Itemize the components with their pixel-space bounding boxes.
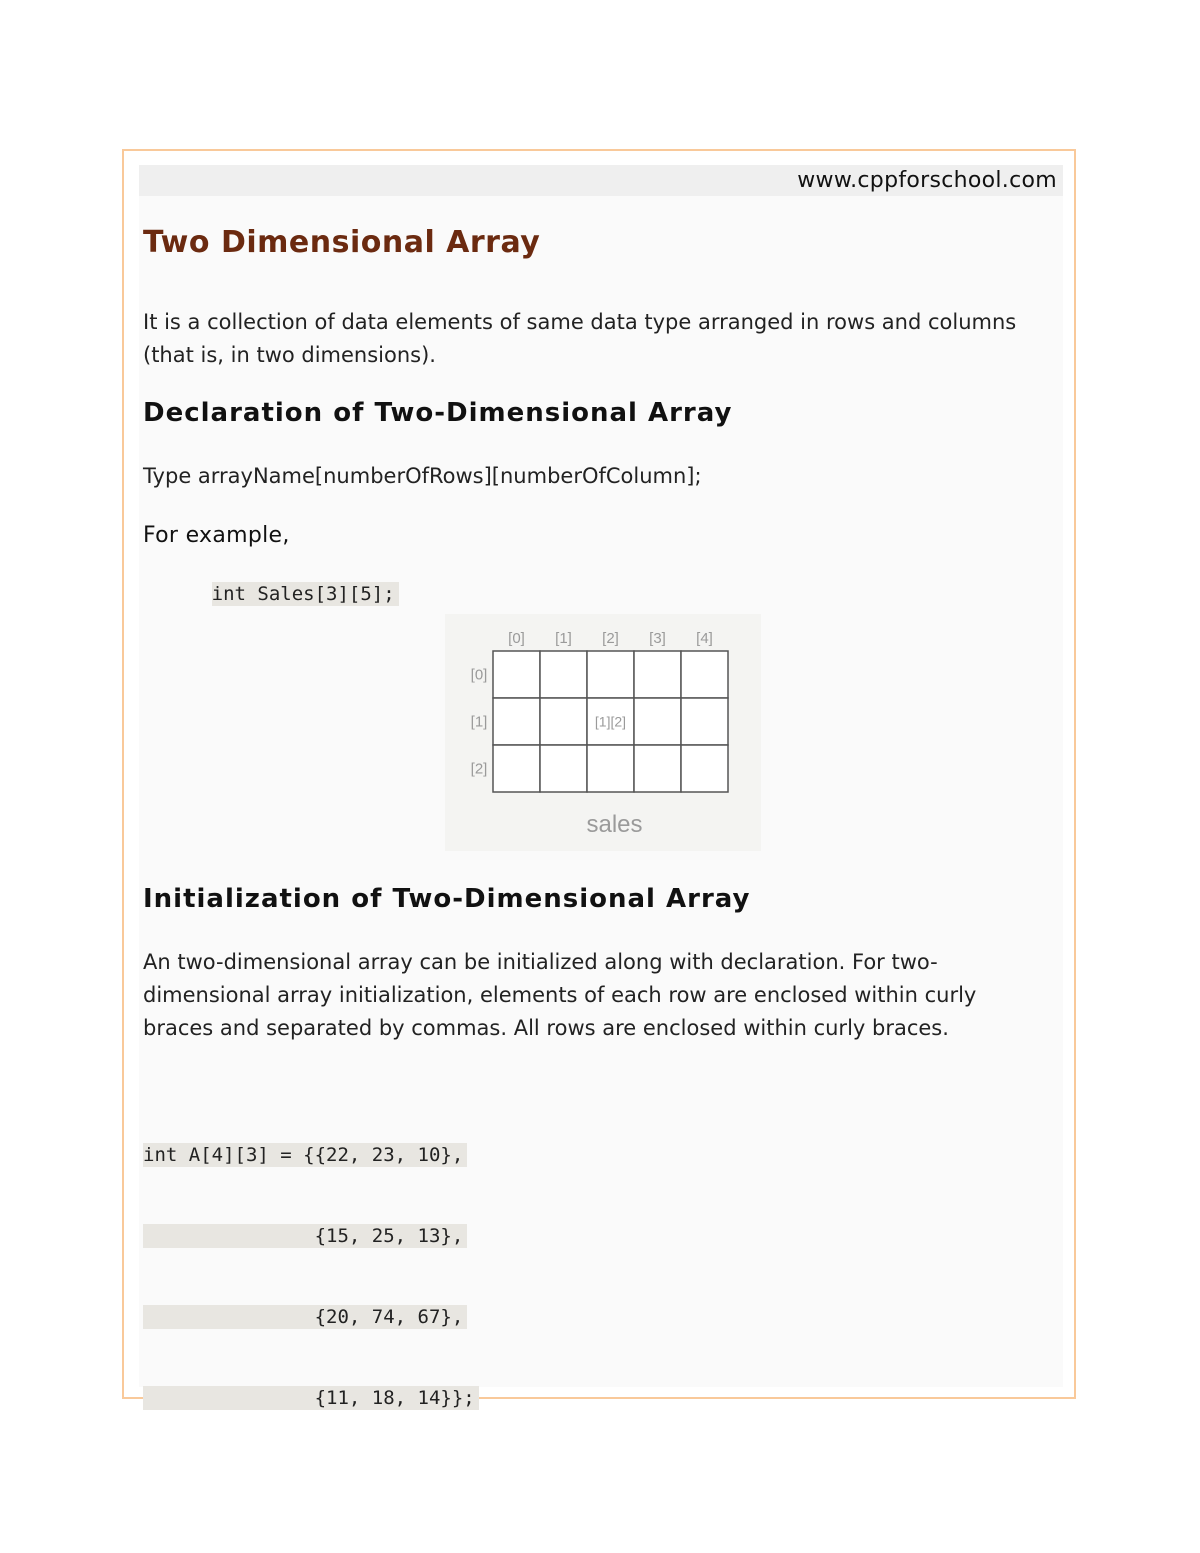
array-cell (493, 698, 540, 745)
array-cell (681, 745, 728, 792)
array-cell (540, 745, 587, 792)
code-line-text: {11, 18, 14}}; (143, 1386, 479, 1410)
array-cell (634, 745, 681, 792)
declaration-syntax: Type arrayName[numberOfRows][numberOfColumn]; (143, 464, 702, 488)
column-index-label: [3] (649, 630, 666, 647)
code-line-text: {20, 74, 67}, (143, 1305, 467, 1329)
content-panel (139, 165, 1063, 1409)
array-cell (587, 651, 634, 698)
column-index-label: [0] (508, 630, 525, 647)
diagram-caption: sales (586, 811, 643, 838)
array-cell (587, 745, 634, 792)
page-title: Two Dimensional Array (143, 225, 541, 260)
array-cell (540, 651, 587, 698)
code-line-text: int A[4][3] = {{22, 23, 10}, (143, 1143, 467, 1167)
row-index-label: [2] (470, 760, 488, 778)
array-cell (681, 698, 728, 745)
array-cell (540, 698, 587, 745)
initialization-heading: Initialization of Two-Dimensional Array (143, 884, 751, 914)
array-cell (681, 651, 728, 698)
code-line (143, 1386, 479, 1410)
array-cell (634, 698, 681, 745)
array-cell (493, 651, 540, 698)
code-line (143, 1305, 479, 1329)
column-index-label: [4] (696, 630, 713, 647)
array-cell (493, 745, 540, 792)
array-diagram (445, 614, 761, 851)
highlight-cell-label: [1][2] (594, 713, 627, 730)
initialization-code (143, 1095, 479, 1467)
example-code-text: int Sales[3][5]; (212, 582, 399, 606)
initialization-paragraph: An two-dimensional array can be initialized along with declaration. For two-dimensional array initialization, elements of each row are enclosed within curly braces and separated by commas. All rows are enclosed within curly braces. (143, 950, 977, 1040)
code-line (143, 1224, 479, 1248)
page-frame (122, 149, 1076, 1409)
site-header (139, 165, 1063, 196)
column-index-label: [2] (602, 630, 619, 647)
array-cell (634, 651, 681, 698)
intro-paragraph: It is a collection of data elements of same data type arranged in rows and columns (that is, in two dimensions). (143, 310, 1017, 367)
array-diagram-svg (445, 614, 761, 851)
row-index-label: [1] (470, 713, 488, 731)
site-url[interactable]: www.cppforschool.com (797, 168, 1057, 193)
row-index-label: [0] (470, 666, 488, 684)
example-label: For example, (143, 523, 290, 548)
code-line-text: {15, 25, 13}, (143, 1224, 467, 1248)
example-code (143, 558, 399, 630)
column-index-label: [1] (555, 630, 572, 647)
declaration-heading: Declaration of Two-Dimensional Array (143, 398, 733, 428)
code-line (143, 1143, 479, 1167)
